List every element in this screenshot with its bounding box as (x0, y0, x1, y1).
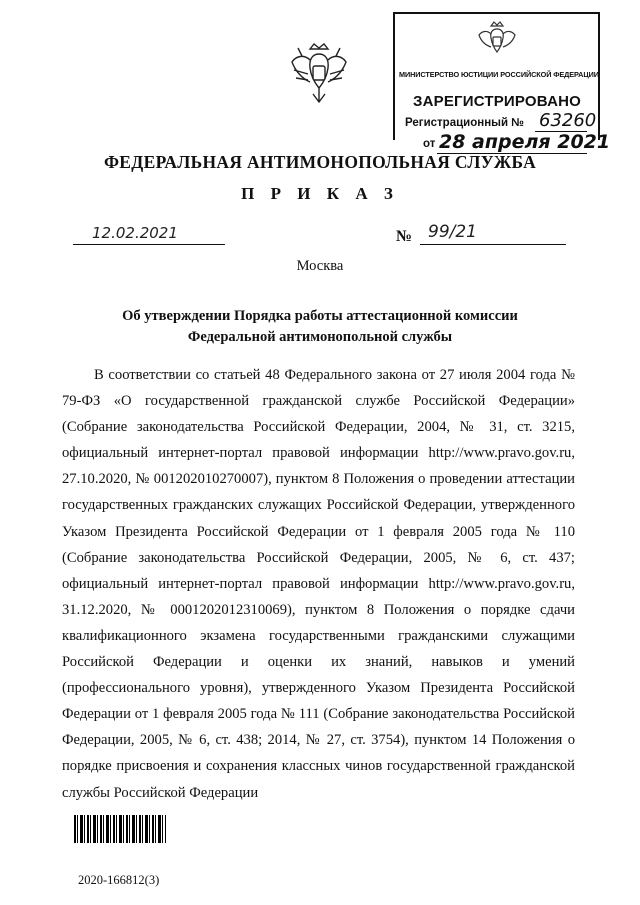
stamp-coat-of-arms-icon (477, 20, 517, 62)
order-city: Москва (296, 258, 344, 274)
barcode (74, 815, 166, 843)
document-code: 2020-166812(3) (78, 873, 160, 887)
stamp-registered-label: ЗАРЕГИСТРИРОВАНО (412, 93, 582, 110)
order-subject (0, 306, 640, 348)
stamp-date-label: от (423, 138, 436, 150)
stamp-registration-number: 63260 (539, 110, 597, 131)
order-number-label: № (396, 228, 413, 245)
ministry-of-justice-registration-stamp (393, 12, 611, 153)
order-date: 12.02.2021 (92, 224, 178, 242)
order-title: П Р И К А З (241, 184, 399, 203)
order-subject-line-2: Федеральной антимонопольной службы (187, 329, 453, 345)
order-date-underline (73, 244, 225, 245)
agency-name: ФЕДЕРАЛЬНАЯ АНТИМОНОПОЛЬНАЯ СЛУЖБА (103, 152, 537, 172)
stamp-ministry-name: МИНИСТЕРСТВО ЮСТИЦИИ РОССИЙСКОЙ ФЕДЕРАЦИИ (399, 70, 599, 79)
order-body-text: В соответствии со статьей 48 Федерального закона от 27 июля 2004 года № 79-ФЗ «О государственной гражданской службе Российской Федерации» (Собрание законодательства Российской Федерации, 2004, № 31, ст. 3215, официальный интернет-портал правовой информации http://www.pravo.gov.ru, 27.10.2020, № 001202010270007), пунктом 8 Положения о проведении аттестации государственных гражданских служащих Российской Федерации, утвержденного Указом Президента Российской Федерации от 1 февраля 2005 года № 110 (Собрание законодательства Российской Федерации, 2005, № 6, ст. 437; официальный интернет-портал правовой информации http://www.pravo.gov.ru, 31.12.2020, № 0001202012310069), пунктом 8 Положения о порядке сдачи квалификационного экзамена государственными гражданскими служащими Российской Федерации и оценки их знаний, навыков и умений (профессионального уровня), утвержденного Указом Президента Российской Федерации от 1 февраля 2005 года № 111 (Собрание законодательства Российской Федерации, 2005, № 6, ст. 438; 2014, № 27, ст. 3754), пунктом 14 Положения о порядке присвоения и сохранения классных чинов государственной гражданской службы Российской Федерации (62, 367, 575, 801)
order-number: 99/21 (428, 222, 477, 242)
order-subject-line-1: Об утверждении Порядка работы аттестационной комиссии (122, 308, 518, 324)
stamp-registration-date: 28 апреля 2021 (439, 131, 611, 153)
stamp-registration-number-label: Регистрационный № (405, 117, 525, 129)
order-number-underline (420, 244, 566, 245)
russian-coat-of-arms-icon (288, 40, 350, 110)
